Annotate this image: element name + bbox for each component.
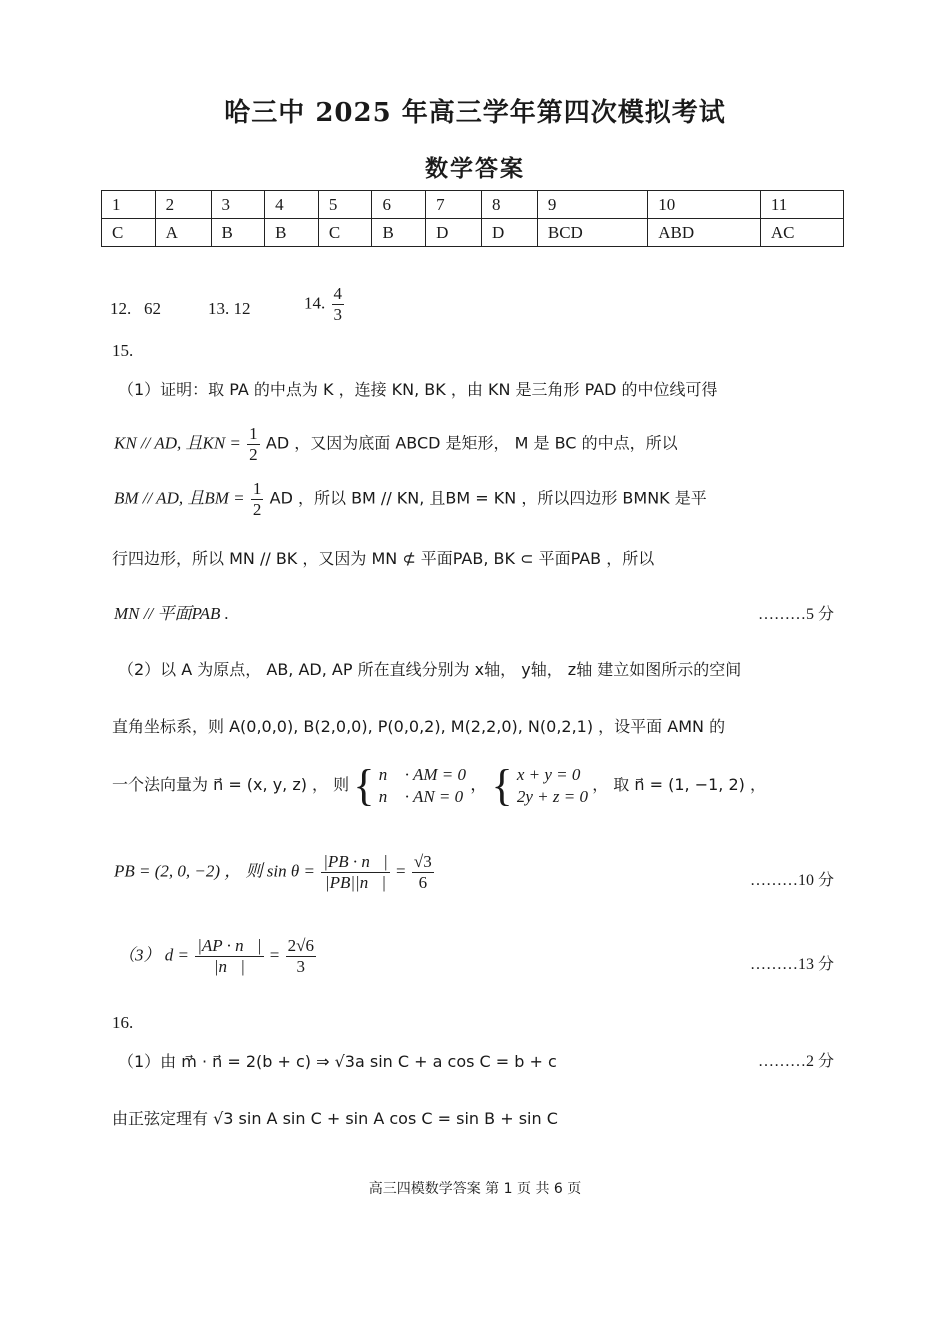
q15-part2-line4-a: PB = (2, 0, −2) ， 则 sin θ = [114, 861, 315, 881]
system1-row2: n⃗ · AN = 0 [378, 787, 464, 806]
answer-cell: C [102, 219, 156, 247]
page-title: 哈三中 2025 年高三学年第四次模拟考试 [224, 98, 726, 128]
half-denominator-2: 2 [252, 500, 262, 519]
half-numerator: 1 [249, 424, 258, 443]
q13 [208, 298, 251, 320]
q15-part1-line4: 行四边形，所以 MN // BK ，又因为 MN ⊄ 平面PAB, BK ⊂ 平面PAB ，所以 [112, 549, 655, 568]
sin-theta-fraction [321, 852, 390, 893]
distance-result-denominator: 3 [296, 957, 306, 976]
question-number-cell: 1 [102, 191, 156, 219]
equation-system-1 [379, 764, 466, 808]
q16-label: 16. [112, 1013, 134, 1032]
system2-row2: 2y + z = 0 [516, 787, 588, 806]
sin-theta-numerator: |PB · n⃗| [323, 852, 388, 871]
equals-sign-1: = [396, 861, 406, 881]
q15-part2-line1: （2）以 A 为原点， AB, AD, AP 所在直线分别为 x轴， y轴， z轴 建立如图所示的空间 [118, 660, 742, 679]
question-number-cell: 2 [155, 191, 211, 219]
q15-part1-line2 [114, 424, 678, 465]
q15-score-3: ………13 分 [749, 956, 834, 973]
question-number-cell: 11 [760, 191, 843, 219]
distance-result [286, 936, 316, 977]
q15-part3 [118, 936, 318, 977]
sin-theta-result-numerator: √3 [413, 852, 432, 871]
half-numerator-2: 1 [252, 479, 262, 498]
answer-cell: BCD [537, 219, 647, 247]
question-number-cell: 8 [481, 191, 537, 219]
q14-fraction [332, 284, 345, 325]
q15-part2-line3: 一个法向量为 n⃗ = (x, y, z) ， 则 { n⃗ · AM = 0 n⃗ · AN = 0 ， { x + y = 0 2y + z = 0 ， 取 n⃗ = (1, −1, 2) ， [112, 761, 766, 810]
q15-label: 15. [112, 341, 134, 360]
q14-numerator: 4 [333, 284, 342, 303]
q15-part1-line2-b: AD ，又因为底面 ABCD 是矩形， M 是 BC 的中点，所以 [265, 433, 678, 453]
answer-cell: ABD [648, 219, 761, 247]
question-number-cell: 3 [211, 191, 265, 219]
system1-row1: n⃗ · AM = 0 [378, 765, 466, 784]
distance-denominator: |n⃗| [213, 957, 245, 976]
q15-part1-line3-a: BM // AD, 且BM = [114, 488, 245, 508]
answer-table-number-row [102, 191, 844, 219]
half-denominator: 2 [249, 445, 258, 464]
q15-part2-line3-b: ， 取 n⃗ = (1, −1, 2) ， [592, 774, 766, 794]
q14 [304, 284, 346, 325]
question-number-cell: 6 [372, 191, 426, 219]
q13-label: 13. [208, 299, 230, 318]
q15-score-1: ………5 分 [757, 606, 834, 623]
q15-part1-line5: MN // 平面PAB . [114, 604, 229, 623]
q15-part1-line2-a: KN // AD, 且KN = [114, 433, 241, 453]
answer-cell: C [318, 219, 372, 247]
answer-table [101, 190, 844, 247]
answer-cell: AC [760, 219, 843, 247]
q15-part3-label: （3） d = [118, 945, 189, 965]
left-brace-2: { [491, 761, 513, 810]
q15-part2-line3-a: 一个法向量为 n⃗ = (x, y, z) ， 则 [112, 774, 350, 794]
sin-theta-result-denominator: 6 [418, 873, 428, 892]
page-subtitle: 数学答案 [425, 155, 525, 182]
q15-part1-line3-b: AD ，所以 BM // KN, 且BM = KN ，所以四边形 BMNK 是平 [269, 488, 707, 508]
q13-value: 12 [233, 299, 251, 318]
answer-cell: D [426, 219, 482, 247]
answer-cell: A [155, 219, 211, 247]
q15-part1-line3 [114, 479, 707, 520]
answer-cell: B [372, 219, 426, 247]
equation-system-2 [517, 764, 588, 808]
distance-result-numerator: 2√6 [287, 936, 314, 955]
q15-part2-line2: 直角坐标系，则 A(0,0,0), B(2,0,0), P(0,0,2), M(2,2,0), N(0,2,1) ，设平面 AMN 的 [112, 717, 726, 736]
question-number-cell: 4 [265, 191, 319, 219]
question-number-cell: 7 [426, 191, 482, 219]
half-fraction [247, 424, 260, 465]
answer-cell: B [265, 219, 319, 247]
page-footer: 高三四模数学答案 第 1 页 共 6 页 [368, 1181, 582, 1197]
answer-cell: D [481, 219, 537, 247]
answer-table-answer-row [102, 219, 844, 247]
question-number-cell: 10 [648, 191, 761, 219]
q14-label: 14. [304, 293, 326, 313]
q12 [110, 298, 161, 320]
left-brace-1: { [353, 761, 375, 810]
answer-cell: B [211, 219, 265, 247]
q16-part1-line2: 由正弦定理有 √3 sin A sin C + sin A cos C = sin B + sin C [112, 1109, 558, 1128]
half-fraction-2 [251, 479, 264, 520]
q12-value: 62 [144, 299, 161, 318]
distance-fraction [195, 936, 263, 977]
sin-theta-denominator: |PB||n⃗| [324, 873, 387, 892]
q15-score-2: ………10 分 [749, 872, 834, 889]
system2-row1: x + y = 0 [516, 765, 581, 784]
q12-label: 12. [110, 299, 132, 318]
q16-score-1: ………2 分 [757, 1053, 834, 1070]
distance-numerator: |AP · n⃗| [197, 936, 262, 955]
question-number-cell: 5 [318, 191, 372, 219]
q15-part2-line4 [114, 852, 436, 893]
q14-denominator: 3 [333, 305, 342, 324]
sin-theta-result [412, 852, 434, 893]
q16-part1-line1: （1）由 m⃗ · n⃗ = 2(b + c) ⇒ √3a sin C + a cos C = b + c [118, 1052, 557, 1071]
q15-part1-line1: （1）证明：取 PA 的中点为 K ，连接 KN, BK ，由 KN 是三角形 PAD 的中位线可得 [118, 380, 718, 399]
question-number-cell: 9 [537, 191, 647, 219]
equals-sign-2: = [269, 945, 280, 965]
